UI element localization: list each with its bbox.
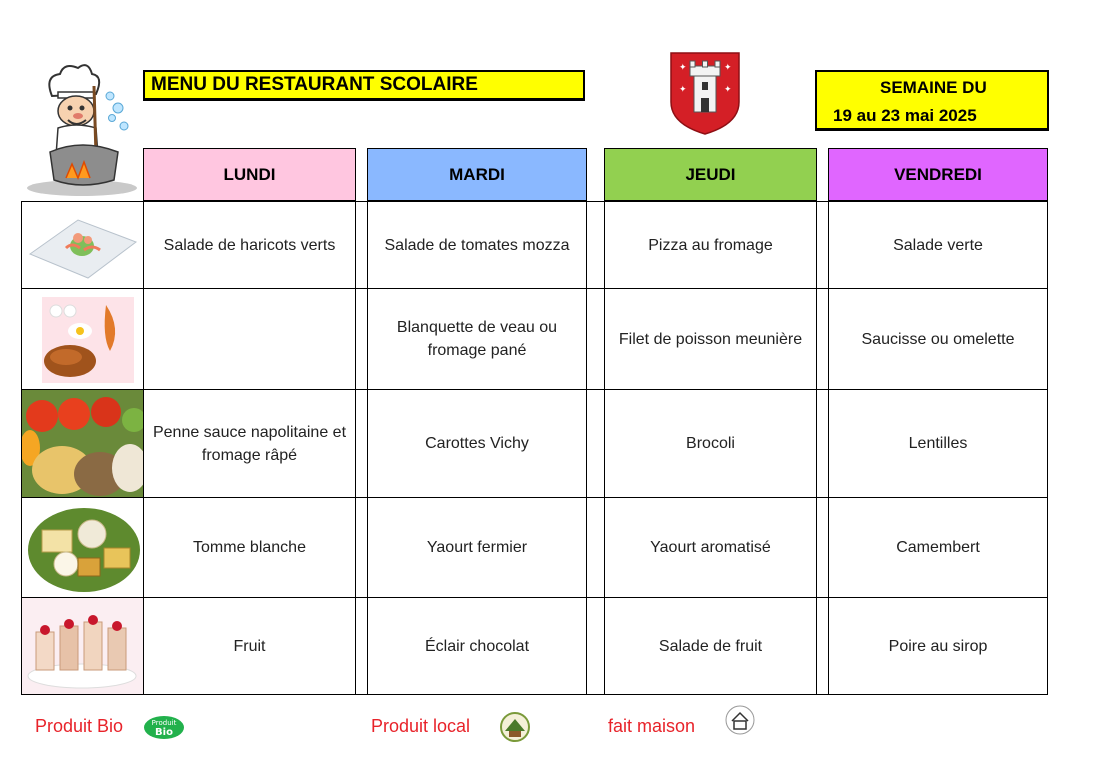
day-header-mardi: MARDI (367, 148, 587, 201)
week-dates: 19 au 23 mai 2025 (833, 106, 977, 125)
menu-cell: Carottes Vichy (367, 389, 587, 498)
menu-cell: Salade verte (828, 201, 1048, 289)
homemade-house-icon (723, 704, 757, 736)
svg-text:Produit: Produit (151, 719, 177, 727)
day-header-lundi: LUNDI (143, 148, 356, 201)
svg-text:✦: ✦ (724, 85, 732, 95)
chef-cooking-icon (22, 56, 140, 198)
menu-cell: Yaourt fermier (367, 497, 587, 598)
svg-text:✦: ✦ (679, 63, 687, 73)
menu-cell: Pizza au fromage (604, 201, 817, 289)
starter-plate-icon (21, 201, 144, 289)
vegetables-icon (21, 389, 144, 498)
week-label: SEMAINE DU (880, 78, 987, 97)
menu-cell: Brocoli (604, 389, 817, 498)
cheese-icon (21, 497, 144, 598)
town-crest-icon (668, 50, 742, 136)
menu-cell: Salade de fruit (604, 597, 817, 695)
main-course-icon (21, 288, 144, 390)
menu-cell: Filet de poisson meunière (604, 288, 817, 390)
column-gap (586, 201, 605, 289)
bio-badge-icon (143, 715, 185, 740)
menu-cell: Poire au sirop (828, 597, 1048, 695)
menu-cell: Fruit (143, 597, 356, 695)
menu-cell: Camembert (828, 497, 1048, 598)
menu-cell: Tomme blanche (143, 497, 356, 598)
menu-cell: Éclair chocolat (367, 597, 587, 695)
column-gap (586, 597, 605, 695)
menu-cell (143, 288, 356, 390)
menu-cell: Salade de tomates mozza (367, 201, 587, 289)
column-gap (586, 497, 605, 598)
svg-text:Bio: Bio (155, 727, 173, 738)
legend-bio-label: Produit Bio (35, 716, 124, 736)
legend-local-label: Produit local (371, 716, 471, 736)
column-gap (586, 288, 605, 390)
week-box (815, 70, 1049, 131)
menu-cell: Lentilles (828, 389, 1048, 498)
dessert-icon (21, 597, 144, 695)
legend-homemade-label: fait maison (608, 716, 696, 736)
menu-cell: Blanquette de veau ou fromage pané (367, 288, 587, 390)
menu-cell: Penne sauce napolitaine et fromage râpé (143, 389, 356, 498)
column-gap (586, 389, 605, 498)
day-header-vendredi: VENDREDI (828, 148, 1048, 201)
menu-cell: Saucisse ou omelette (828, 288, 1048, 390)
svg-text:✦: ✦ (679, 85, 687, 95)
local-product-icon (497, 711, 533, 743)
menu-cell: Salade de haricots verts (143, 201, 356, 289)
page-title: MENU DU RESTAURANT SCOLAIRE (143, 70, 585, 101)
day-header-jeudi: JEUDI (604, 148, 817, 201)
svg-text:✦: ✦ (724, 63, 732, 73)
menu-cell: Yaourt aromatisé (604, 497, 817, 598)
